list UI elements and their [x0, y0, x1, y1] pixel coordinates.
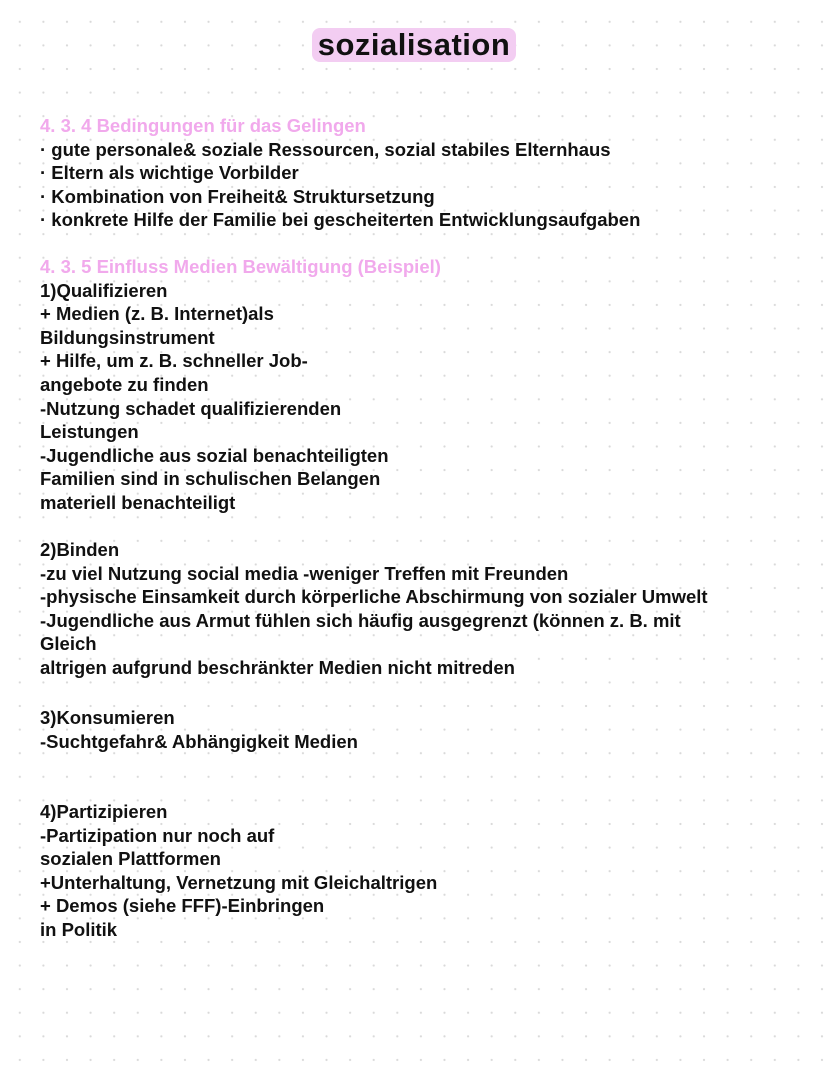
list-item: · konkrete Hilfe der Familie bei gescheiterten Entwicklungsaufgaben — [40, 209, 641, 231]
list-item: -Partizipation nur noch auf — [40, 824, 275, 846]
list-item: 2)Binden — [40, 539, 120, 560]
list-item: 3)Konsumieren — [40, 707, 175, 728]
list-item: -Suchtgefahr& Abhängigkeit Medien — [40, 730, 358, 752]
list-item: in Politik — [40, 918, 118, 940]
list-item: +Unterhaltung, Vernetzung mit Gleichaltrigen — [40, 871, 438, 893]
list-item: + Medien (z. B. Internet)als — [40, 303, 274, 325]
list-item: Leistungen — [40, 421, 139, 443]
section-heading: 4. 3. 4 Bedingungen für das Gelingen — [40, 115, 366, 136]
list-item: · Eltern als wichtige Vorbilder — [40, 162, 299, 184]
list-item: -Jugendliche aus Armut fühlen sich häufig ausgegrenzt (können z. B. mit — [40, 609, 681, 631]
section-media — [40, 255, 820, 515]
list-item: Bildungsinstrument — [40, 326, 215, 348]
list-item: Gleich — [40, 633, 97, 655]
section-binden — [40, 538, 820, 680]
section-partizipieren — [40, 800, 820, 942]
list-item: 4)Partizipieren — [40, 801, 168, 822]
list-item: -Jugendliche aus sozial benachteiligten — [40, 444, 389, 466]
list-item: altrigen aufgrund beschränkter Medien nicht mitreden — [40, 656, 515, 678]
list-item: + Hilfe, um z. B. schneller Job- — [40, 350, 308, 372]
list-item: -Nutzung schadet qualifizierenden — [40, 397, 342, 419]
section-heading: 4. 3. 5 Einfluss Medien Bewältigung (Beispiel) — [40, 256, 441, 277]
list-item: -zu viel Nutzung social media -weniger Treffen mit Freunden — [40, 562, 569, 584]
section-konsumieren — [40, 706, 820, 753]
section-conditions — [40, 114, 820, 232]
list-item: · gute personale& soziale Ressourcen, sozial stabiles Elternhaus — [40, 138, 611, 160]
list-item: sozialen Plattformen — [40, 848, 221, 870]
list-item: Familien sind in schulischen Belangen — [40, 468, 381, 490]
list-item: + Demos (siehe FFF)-Einbringen — [40, 895, 325, 917]
list-item: materiell benachteiligt — [40, 491, 236, 513]
list-item: -physische Einsamkeit durch körperliche Abschirmung von sozialer Umwelt — [40, 586, 708, 608]
title-text: sozialisation — [312, 28, 517, 62]
list-item: · Kombination von Freiheit& Struktursetzung — [40, 185, 435, 207]
list-item: angebote zu finden — [40, 373, 209, 395]
page-title — [0, 28, 828, 62]
list-item: 1)Qualifizieren — [40, 279, 168, 301]
